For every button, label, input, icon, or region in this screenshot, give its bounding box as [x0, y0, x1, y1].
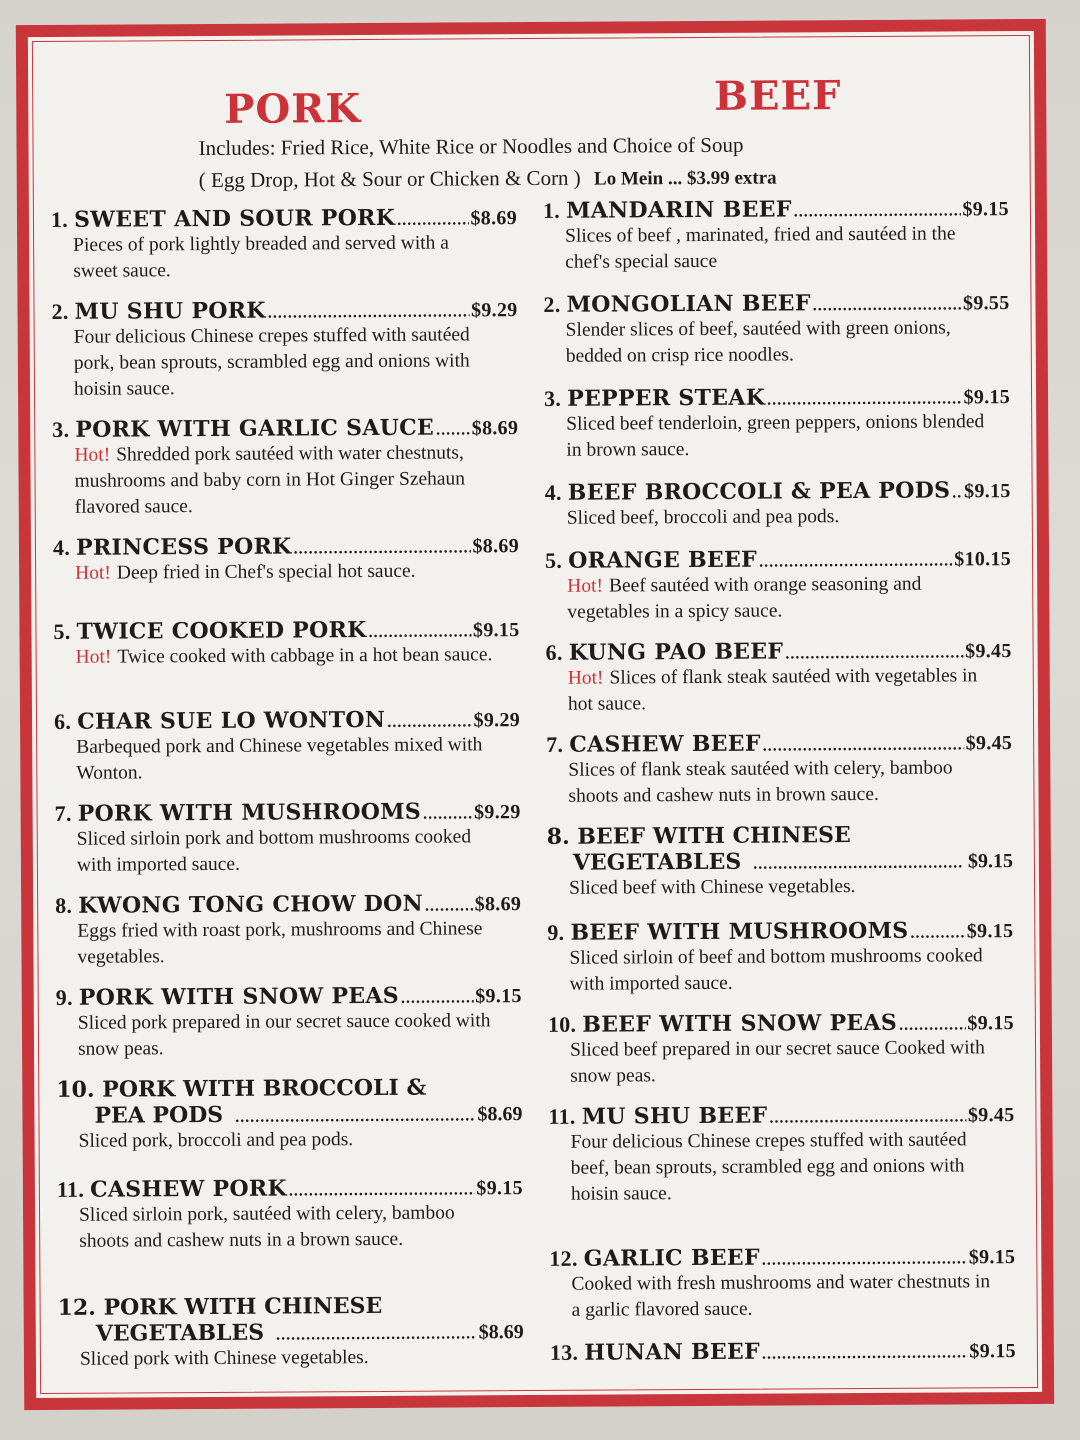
item-price: $9.29: [470, 299, 518, 322]
item-name: PORK WITH GARLIC SAUCE: [75, 414, 435, 443]
item-header: [56, 1074, 522, 1103]
item-header: [55, 890, 521, 919]
item-price: $10.15: [954, 548, 1012, 571]
item-header: [53, 616, 519, 645]
item-price: $8.69: [477, 1103, 523, 1126]
item-description-text: Deep fried in Chef's special hot sauce.: [116, 560, 416, 584]
leader-dots: [762, 1344, 968, 1363]
item-description: Sliced sirloin pork and bottom mushrooms cooked with imported sauce.: [76, 826, 472, 876]
item-number: 6.: [53, 708, 72, 734]
item-header: [55, 798, 521, 827]
item-header: [545, 477, 1011, 506]
item-header: [544, 383, 1010, 412]
leader-dots: [294, 539, 471, 558]
soup-choices: ( Egg Drop, Hot & Sour or Chicken & Corn ): [198, 165, 581, 193]
list-item: [545, 477, 1011, 532]
leader-dots: [762, 1250, 967, 1269]
leader-dots: [436, 421, 470, 439]
leader-dots: [910, 924, 964, 942]
list-item: [543, 195, 1009, 276]
lo-mein-extra: Lo Mein ... $3.99 extra: [593, 167, 777, 190]
list-item: [55, 890, 521, 971]
includes-line-2: [199, 160, 879, 198]
item-header: [547, 917, 1013, 946]
list-item: [51, 204, 517, 285]
leader-dots: [369, 623, 472, 642]
item-header: [548, 1009, 1014, 1038]
item-description: [545, 571, 987, 626]
item-description: Four delicious Chinese crepes stuffed with sautéed pork, bean sprouts, scrambled egg and onions with hoisin sauce.: [73, 324, 470, 400]
leader-dots: [769, 1108, 966, 1127]
item-price: $9.55: [962, 292, 1010, 315]
item-header: [57, 1174, 523, 1203]
item-description: Sliced sirloin of beef and bottom mushrooms cooked with imported sauce.: [569, 945, 983, 995]
item-description: Slices of beef , marinated, fried and sautéed in the chef's special sauce: [565, 223, 956, 273]
list-item: [543, 289, 1009, 370]
item-description: Barbequed pork and Chinese vegetables mixed with Wonton.: [76, 734, 483, 784]
item-name: BEEF BROCCOLI & PEA PODS: [567, 477, 951, 506]
leader-dots: [899, 1016, 965, 1034]
item-header: [547, 821, 1013, 850]
item-description: Slender slices of beef, sautéed with green onions, bedded on crisp rice noodles.: [565, 317, 951, 367]
item-header: [546, 637, 1012, 666]
list-item: [55, 798, 521, 879]
list-item: [546, 729, 1012, 810]
item-name: BEEF WITH SNOW PEAS: [582, 1009, 898, 1038]
item-number: 3.: [543, 385, 562, 411]
list-item: [544, 383, 1010, 464]
includes-note: [198, 128, 878, 198]
item-description: Cooked with fresh mushrooms and water chestnuts in a garlic flavored sauce.: [571, 1271, 991, 1321]
hot-label: Hot!: [75, 646, 112, 668]
list-item: [549, 1243, 1015, 1324]
item-price: $9.45: [965, 732, 1013, 755]
item-name: MU SHU BEEF: [581, 1102, 768, 1130]
item-price: $9.45: [967, 1104, 1015, 1127]
list-item: [548, 1101, 1015, 1208]
item-price: $8.69: [470, 207, 518, 230]
item-header: [543, 195, 1009, 224]
list-item: [547, 821, 1013, 902]
item-price: $9.15: [962, 198, 1009, 221]
item-name: BEEF WITH CHINESE: [577, 822, 851, 850]
item-header: [51, 296, 517, 325]
item-number: 11.: [548, 1103, 576, 1129]
item-name-continued: VEGETABLES: [95, 1319, 265, 1347]
list-item: [56, 1074, 522, 1155]
list-item: [547, 917, 1013, 998]
hot-label: Hot!: [75, 562, 111, 584]
item-number: 4.: [52, 534, 71, 560]
item-number: 9.: [547, 919, 565, 945]
item-header: [51, 204, 517, 233]
item-header: [52, 414, 518, 443]
item-description: [546, 663, 988, 718]
item-description: Sliced pork prepared in our secret sauce cooked with snow peas.: [77, 1010, 491, 1060]
list-item: [545, 545, 1011, 626]
item-header: [548, 1101, 1014, 1130]
item-description: [53, 558, 495, 587]
item-price: $9.15: [966, 920, 1014, 943]
item-price: $9.15: [964, 480, 1011, 503]
item-description-text: Shredded pork sautéed with water chestnuts, mushrooms and baby corn in Hot Ginger Szehaun flavored sauce.: [74, 442, 466, 518]
list-item: [56, 982, 522, 1063]
item-header-line-2: [547, 847, 1013, 876]
leader-dots: [952, 484, 962, 502]
list-item: [54, 706, 520, 787]
item-number: 12.: [57, 1294, 96, 1321]
includes-line-1: Includes: Fried Rice, White Rice or Noodles and Choice of Soup: [198, 132, 744, 161]
item-name: PORK WITH BROCCOLI &: [102, 1074, 427, 1103]
leader-dots: [767, 390, 962, 409]
item-number: 8.: [55, 892, 73, 918]
leader-dots: [759, 552, 952, 571]
item-description: Pieces of pork lightly breaded and served with a sweet sauce.: [73, 232, 449, 282]
item-number: 7.: [546, 731, 564, 757]
item-price: $9.15: [967, 1012, 1014, 1035]
item-number: 11.: [56, 1176, 85, 1202]
item-name: MONGOLIAN BEEF: [566, 290, 811, 318]
item-description-text: Beef sautéed with orange seasoning and vegetables in a spicy sauce.: [567, 573, 922, 623]
item-name: MU SHU PORK: [74, 297, 266, 325]
item-description: Sliced sirloin pork, sautéed with celery, bamboo shoots and cashew nuts in a brown sauce.: [78, 1202, 455, 1252]
leader-dots: [763, 736, 964, 755]
item-header: [546, 729, 1012, 758]
item-header: [53, 532, 519, 561]
item-header: [550, 1337, 1016, 1366]
item-number: 13.: [549, 1339, 579, 1365]
leader-dots: [785, 644, 963, 663]
list-item: [550, 1337, 1016, 1366]
leader-dots: [289, 1181, 475, 1200]
list-item: [548, 1009, 1014, 1090]
item-price: $9.15: [476, 1177, 523, 1200]
item-header: [545, 545, 1011, 574]
item-header: [58, 1292, 524, 1321]
hot-label: Hot!: [567, 575, 604, 597]
list-item: [546, 637, 1012, 718]
item-name: CASHEW BEEF: [569, 730, 761, 758]
list-item: [53, 616, 519, 671]
list-item: [52, 414, 519, 521]
item-name: HUNAN BEEF: [584, 1338, 761, 1366]
item-number: 10.: [56, 1076, 95, 1103]
item-number: 2.: [51, 298, 69, 324]
item-name: PRINCESS PORK: [76, 533, 292, 561]
item-price: $9.45: [965, 640, 1012, 663]
item-name: ORANGE BEEF: [568, 546, 758, 574]
item-price: $9.29: [474, 801, 521, 824]
leader-dots: [397, 211, 468, 229]
item-number: 5.: [53, 618, 71, 644]
item-price: $9.15: [969, 1340, 1016, 1363]
item-number: 6.: [545, 639, 563, 665]
item-header: [549, 1243, 1015, 1272]
item-name: PEPPER STEAK: [567, 384, 766, 412]
item-name-continued: PEA PODS: [94, 1101, 224, 1129]
item-price: $8.69: [471, 417, 519, 440]
item-description: Slices of flank steak sautéed with celery, bamboo shoots and cashew nuts in brown sauce.: [568, 757, 953, 807]
item-price: $8.69: [472, 535, 520, 558]
leader-dots: [401, 989, 473, 1007]
item-name: GARLIC BEEF: [583, 1244, 760, 1272]
item-header-line-2: [58, 1318, 524, 1347]
leader-dots: [794, 202, 961, 221]
list-item: [51, 296, 518, 403]
item-name: KUNG PAO BEEF: [568, 638, 784, 666]
item-description: Sliced beef tenderloin, green peppers, onions blended in brown sauce.: [566, 411, 985, 461]
leader-dots: [753, 854, 964, 873]
beef-section-title: BEEF: [714, 72, 842, 120]
item-name: PORK WITH MUSHROOMS: [77, 798, 422, 827]
item-name: MANDARIN BEEF: [565, 196, 792, 224]
item-price: $9.15: [963, 386, 1011, 409]
item-description: Sliced beef, broccoli and pea pods.: [566, 506, 840, 529]
hot-label: Hot!: [74, 444, 111, 466]
item-description-text: Slices of flank steak sautéed with vegetables in hot sauce.: [567, 665, 978, 715]
item-name: KWONG TONG CHOW DON: [78, 890, 424, 919]
menu-card: [16, 19, 1054, 1410]
leader-dots: [276, 1325, 475, 1344]
list-item: [53, 532, 519, 587]
item-price: $9.15: [968, 1246, 1016, 1269]
leader-dots: [268, 303, 469, 322]
leader-dots: [235, 1107, 473, 1126]
item-description: Sliced beef prepared in our secret sauce Cooked with snow peas.: [569, 1037, 985, 1087]
item-name: PORK WITH CHINESE: [103, 1292, 383, 1321]
item-description: [52, 440, 494, 521]
item-price: $8.69: [478, 1321, 524, 1344]
item-number: 4.: [544, 479, 562, 505]
item-price: $9.15: [472, 619, 520, 642]
hot-label: Hot!: [567, 667, 604, 689]
item-header: [54, 706, 520, 735]
item-number: 9.: [55, 984, 73, 1010]
leader-dots: [423, 805, 472, 823]
item-number: 2.: [543, 291, 561, 317]
item-price: $9.29: [473, 709, 521, 732]
item-number: 3.: [52, 416, 70, 442]
item-description-text: Twice cooked with cabbage in a hot bean sauce.: [117, 644, 493, 668]
leader-dots: [813, 296, 961, 315]
item-price: $9.15: [475, 985, 522, 1008]
item-number: 12.: [549, 1245, 578, 1271]
item-price: $9.15: [967, 850, 1013, 873]
item-description: Sliced pork, broccoli and pea pods.: [78, 1129, 354, 1152]
item-name: PORK WITH SNOW PEAS: [78, 982, 399, 1011]
list-item: [58, 1292, 524, 1373]
item-description: Eggs fried with roast pork, mushrooms and Chinese vegetables.: [77, 918, 483, 968]
item-number: 1.: [50, 206, 69, 232]
item-name-continued: VEGETABLES: [572, 848, 742, 876]
item-header-line-2: [56, 1100, 522, 1129]
leader-dots: [425, 897, 473, 915]
item-description: [54, 642, 496, 671]
item-number: 5.: [544, 547, 563, 573]
item-description: Sliced beef with Chinese vegetables.: [568, 876, 856, 899]
item-number: 10.: [547, 1011, 577, 1037]
list-item: [57, 1174, 523, 1255]
item-number: 1.: [542, 197, 561, 223]
item-description: Sliced pork with Chinese vegetables.: [79, 1347, 369, 1370]
item-name: BEEF WITH MUSHROOMS: [570, 917, 909, 946]
item-price: $8.69: [474, 893, 522, 916]
item-name: CASHEW PORK: [90, 1175, 287, 1203]
item-number: 8.: [546, 823, 570, 850]
item-name: CHAR SUE LO WONTON: [77, 706, 386, 735]
item-description: Four delicious Chinese crepes stuffed with sautéed beef, bean sprouts, scrambled egg and onions with hoisin sauce.: [570, 1129, 967, 1205]
item-name: SWEET AND SOUR PORK: [73, 204, 396, 233]
item-number: 7.: [54, 800, 72, 826]
item-header: [56, 982, 522, 1011]
pork-section-title: PORK: [224, 85, 362, 133]
leader-dots: [387, 713, 471, 732]
item-header: [543, 289, 1009, 318]
item-name: TWICE COOKED PORK: [76, 617, 367, 645]
